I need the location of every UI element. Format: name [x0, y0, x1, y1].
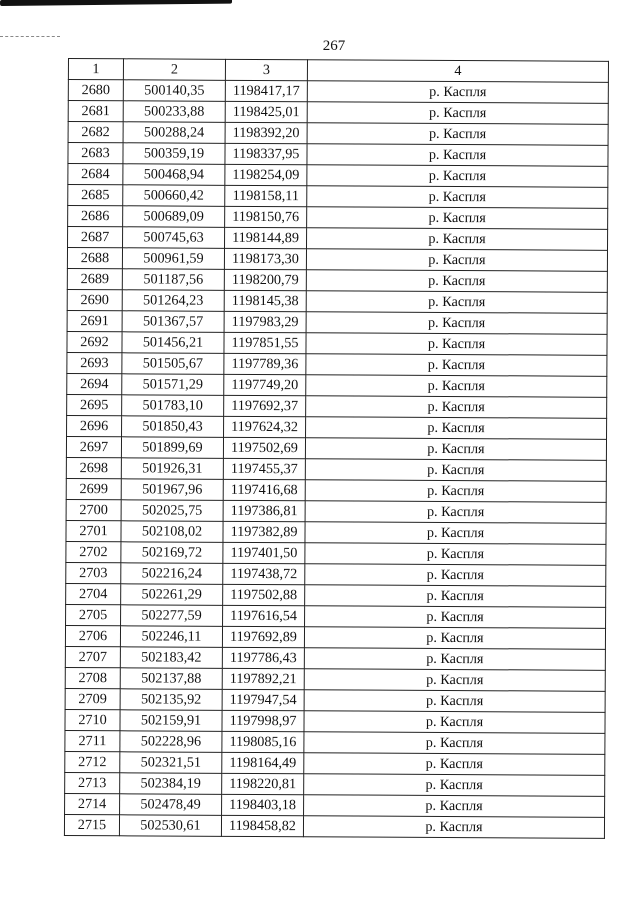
object-name-cell: р. Каспля	[307, 102, 608, 125]
coord-y-cell: 1198220,81	[222, 773, 304, 794]
coord-y-cell: 1198417,17	[225, 80, 307, 101]
coord-y-cell: 1197692,37	[224, 395, 306, 416]
table-row	[68, 185, 608, 209]
object-name-cell: р. Каспля	[306, 354, 607, 377]
table-row	[68, 101, 608, 125]
coord-x-cell: 501783,10	[122, 395, 224, 417]
table-row	[68, 164, 608, 188]
coord-x-cell: 501264,23	[122, 290, 224, 312]
point-number-cell: 2713	[65, 772, 120, 793]
table-row	[66, 520, 606, 544]
coord-y-cell: 1197983,29	[224, 311, 306, 332]
table-row	[65, 730, 605, 754]
coord-x-cell: 501505,67	[122, 353, 224, 375]
coordinates-table	[64, 58, 609, 839]
point-number-cell: 2682	[68, 122, 123, 143]
coord-y-cell: 1197692,89	[222, 626, 304, 647]
point-number-cell: 2690	[67, 289, 122, 310]
point-number-cell: 2695	[67, 394, 122, 415]
coord-x-cell: 502321,51	[120, 752, 222, 774]
coord-y-cell: 1198254,09	[225, 164, 307, 185]
coord-y-cell: 1197789,36	[224, 353, 306, 374]
point-number-cell: 2685	[68, 185, 123, 206]
coord-x-cell: 501187,56	[122, 269, 224, 291]
point-number-cell: 2696	[67, 415, 122, 436]
coord-x-cell: 502108,02	[121, 521, 223, 543]
coord-x-cell: 502159,91	[120, 710, 222, 732]
table-row	[68, 122, 608, 146]
coord-x-cell: 502530,61	[119, 815, 221, 837]
coord-y-cell: 1198403,18	[222, 794, 304, 815]
coord-y-cell: 1197438,72	[223, 563, 305, 584]
table-row	[66, 436, 606, 460]
object-name-cell: р. Каспля	[306, 375, 607, 398]
coord-x-cell: 501367,57	[122, 311, 224, 333]
object-name-cell: р. Каспля	[305, 438, 606, 461]
scan-dash-mark	[0, 36, 60, 37]
point-number-cell: 2694	[67, 373, 122, 394]
table-row	[67, 248, 607, 272]
point-number-cell: 2710	[65, 709, 120, 730]
object-name-cell: р. Каспля	[304, 648, 605, 671]
object-name-cell: р. Каспля	[306, 396, 607, 419]
table-row	[67, 310, 607, 334]
coord-x-cell: 501456,21	[122, 332, 224, 354]
object-name-cell: р. Каспля	[307, 207, 608, 230]
point-number-cell: 2704	[66, 583, 121, 604]
point-number-cell: 2715	[64, 814, 119, 835]
point-number-cell: 2686	[68, 206, 123, 227]
header-col-1: 1	[68, 59, 123, 80]
point-number-cell: 2691	[67, 310, 122, 331]
coord-x-cell: 502183,42	[120, 647, 222, 669]
table-row	[66, 604, 606, 628]
coord-x-cell: 502246,11	[120, 626, 222, 648]
coord-x-cell: 500689,09	[123, 206, 225, 228]
point-number-cell: 2692	[67, 331, 122, 352]
table-row	[65, 625, 605, 649]
point-number-cell: 2681	[68, 101, 123, 122]
coord-y-cell: 1198158,11	[225, 185, 307, 206]
coord-y-cell: 1197502,69	[223, 437, 305, 458]
coord-x-cell: 500140,35	[123, 80, 225, 102]
coord-x-cell: 500961,59	[122, 248, 224, 270]
coord-y-cell: 1197386,81	[223, 500, 305, 521]
object-name-cell: р. Каспля	[307, 228, 608, 251]
coord-x-cell: 501571,29	[122, 374, 224, 396]
object-name-cell: р. Каспля	[304, 753, 605, 776]
coord-y-cell: 1197624,32	[224, 416, 306, 437]
coord-y-cell: 1198392,20	[225, 122, 307, 143]
coord-y-cell: 1197786,43	[222, 647, 304, 668]
point-number-cell: 2699	[66, 478, 121, 499]
point-number-cell: 2689	[67, 268, 122, 289]
coord-x-cell: 502478,49	[120, 794, 222, 816]
object-name-cell: р. Каспля	[306, 291, 607, 314]
table-row	[67, 268, 607, 292]
point-number-cell: 2702	[66, 541, 121, 562]
point-number-cell: 2712	[65, 751, 120, 772]
point-number-cell: 2705	[66, 604, 121, 625]
object-name-cell: р. Каспля	[304, 711, 605, 734]
object-name-cell: р. Каспля	[305, 480, 606, 503]
coord-y-cell: 1198085,16	[222, 731, 304, 752]
table-row	[67, 352, 607, 376]
table-row	[67, 289, 607, 313]
coord-x-cell: 502169,72	[121, 542, 223, 564]
point-number-cell: 2697	[66, 436, 121, 457]
table-row	[65, 772, 605, 796]
page-number: 267	[322, 38, 346, 54]
coord-x-cell: 502228,96	[120, 731, 222, 753]
table-row	[64, 814, 604, 838]
point-number-cell: 2698	[66, 457, 121, 478]
object-name-cell: р. Каспля	[303, 816, 604, 839]
object-name-cell: р. Каспля	[304, 669, 605, 692]
point-number-cell: 2703	[66, 562, 121, 583]
coord-y-cell: 1198200,79	[224, 269, 306, 290]
coord-y-cell: 1197851,55	[224, 332, 306, 353]
coord-y-cell: 1197749,20	[224, 374, 306, 395]
table-row	[65, 688, 605, 712]
point-number-cell: 2709	[65, 688, 120, 709]
object-name-cell: р. Каспля	[305, 564, 606, 587]
coord-y-cell: 1197947,54	[222, 689, 304, 710]
object-name-cell: р. Каспля	[306, 249, 607, 272]
object-name-cell: р. Каспля	[307, 81, 608, 104]
coord-y-cell: 1198150,76	[225, 206, 307, 227]
coord-y-cell: 1198337,95	[225, 143, 307, 164]
coordinates-sheet	[64, 58, 608, 839]
point-number-cell: 2688	[67, 248, 122, 269]
coord-y-cell: 1198173,30	[224, 248, 306, 269]
object-name-cell: р. Каспля	[305, 459, 606, 482]
coord-x-cell: 500288,24	[123, 122, 225, 144]
coord-x-cell: 502261,29	[121, 584, 223, 606]
coord-y-cell: 1198458,82	[221, 815, 303, 836]
object-name-cell: р. Каспля	[305, 543, 606, 566]
table-row	[67, 331, 607, 355]
header-col-4: 4	[307, 60, 608, 83]
table-row	[65, 667, 605, 691]
table-row	[66, 499, 606, 523]
coord-x-cell: 500468,94	[123, 164, 225, 186]
table-row	[67, 373, 607, 397]
point-number-cell: 2706	[65, 625, 120, 646]
coord-x-cell: 502135,92	[120, 689, 222, 711]
coord-y-cell: 1197401,50	[223, 542, 305, 563]
scan-edge-mark	[0, 0, 232, 6]
point-number-cell: 2714	[65, 793, 120, 814]
object-name-cell: р. Каспля	[306, 417, 607, 440]
coord-y-cell: 1197502,88	[223, 584, 305, 605]
table-row	[66, 562, 606, 586]
object-name-cell: р. Каспля	[307, 144, 608, 167]
object-name-cell: р. Каспля	[304, 627, 605, 650]
coord-x-cell: 501850,43	[122, 416, 224, 438]
point-number-cell: 2701	[66, 520, 121, 541]
table-row	[65, 709, 605, 733]
table-header-row	[68, 59, 608, 83]
table-row	[66, 583, 606, 607]
header-col-2: 2	[123, 59, 225, 81]
object-name-cell: р. Каспля	[304, 795, 605, 818]
object-name-cell: р. Каспля	[304, 690, 605, 713]
object-name-cell: р. Каспля	[307, 123, 608, 146]
object-name-cell: р. Каспля	[305, 501, 606, 524]
coord-x-cell: 501967,96	[121, 479, 223, 501]
coord-y-cell: 1198144,89	[225, 227, 307, 248]
object-name-cell: р. Каспля	[306, 333, 607, 356]
table-row	[68, 80, 608, 104]
point-number-cell: 2680	[68, 80, 123, 101]
table-row	[65, 793, 605, 817]
coord-y-cell: 1198425,01	[225, 101, 307, 122]
object-name-cell: р. Каспля	[306, 270, 607, 293]
point-number-cell: 2708	[65, 667, 120, 688]
coord-x-cell: 501899,69	[121, 437, 223, 459]
coord-x-cell: 500233,88	[123, 101, 225, 123]
object-name-cell: р. Каспля	[304, 774, 605, 797]
coord-x-cell: 500359,19	[123, 143, 225, 165]
object-name-cell: р. Каспля	[305, 606, 606, 629]
point-number-cell: 2693	[67, 352, 122, 373]
point-number-cell: 2707	[65, 646, 120, 667]
coord-x-cell: 501926,31	[121, 458, 223, 480]
coord-y-cell: 1197416,68	[223, 479, 305, 500]
header-col-3: 3	[225, 59, 307, 80]
table-row	[67, 415, 607, 439]
point-number-cell: 2683	[68, 143, 123, 164]
table-row	[66, 541, 606, 565]
point-number-cell: 2687	[68, 227, 123, 248]
object-name-cell: р. Каспля	[306, 312, 607, 335]
coord-y-cell: 1197455,37	[223, 458, 305, 479]
coord-x-cell: 502384,19	[120, 773, 222, 795]
table-row	[68, 227, 608, 251]
table-body	[64, 80, 608, 839]
point-number-cell: 2711	[65, 730, 120, 751]
point-number-cell: 2684	[68, 164, 123, 185]
table-row	[68, 143, 608, 167]
table-row	[66, 457, 606, 481]
table-row	[66, 478, 606, 502]
object-name-cell: р. Каспля	[307, 165, 608, 188]
coord-x-cell: 500660,42	[123, 185, 225, 207]
table-row	[68, 206, 608, 230]
object-name-cell: р. Каспля	[307, 186, 608, 209]
coord-x-cell: 502277,59	[121, 605, 223, 627]
object-name-cell: р. Каспля	[305, 522, 606, 545]
table-row	[65, 646, 605, 670]
table-row	[67, 394, 607, 418]
table-row	[65, 751, 605, 775]
coord-x-cell: 500745,63	[123, 227, 225, 249]
coord-y-cell: 1197998,97	[222, 710, 304, 731]
coord-y-cell: 1197382,89	[223, 521, 305, 542]
coord-x-cell: 502025,75	[121, 500, 223, 522]
coord-y-cell: 1198145,38	[224, 290, 306, 311]
coord-y-cell: 1197892,21	[222, 668, 304, 689]
coord-x-cell: 502137,88	[120, 668, 222, 690]
point-number-cell: 2700	[66, 499, 121, 520]
coord-x-cell: 502216,24	[121, 563, 223, 585]
coord-y-cell: 1197616,54	[223, 605, 305, 626]
coord-y-cell: 1198164,49	[222, 752, 304, 773]
object-name-cell: р. Каспля	[304, 732, 605, 755]
object-name-cell: р. Каспля	[305, 585, 606, 608]
